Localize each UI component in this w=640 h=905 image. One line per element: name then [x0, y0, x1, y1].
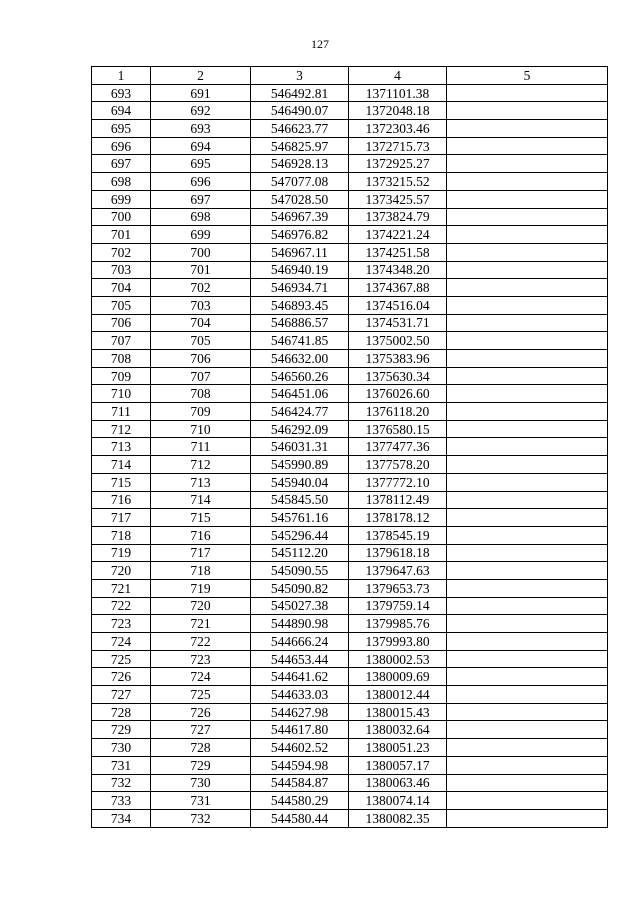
table-row — [92, 190, 608, 208]
note-cell — [447, 261, 608, 279]
x-coordinate-cell: 545296.44 — [251, 526, 349, 544]
table-row — [92, 332, 608, 350]
y-coordinate-cell: 1380057.17 — [349, 756, 447, 774]
x-coordinate-cell: 546967.11 — [251, 243, 349, 261]
y-coordinate-cell: 1379647.63 — [349, 562, 447, 580]
x-coordinate-cell: 546623.77 — [251, 120, 349, 138]
x-coordinate-cell: 544617.80 — [251, 721, 349, 739]
table-row — [92, 261, 608, 279]
row-number-cell: 694 — [92, 102, 151, 120]
note-cell — [447, 296, 608, 314]
x-coordinate-cell: 544890.98 — [251, 615, 349, 633]
y-coordinate-cell: 1379985.76 — [349, 615, 447, 633]
x-coordinate-cell: 546031.31 — [251, 438, 349, 456]
x-coordinate-cell: 544580.44 — [251, 809, 349, 827]
row-number-cell: 701 — [92, 226, 151, 244]
point-number-cell: 729 — [151, 756, 251, 774]
note-cell — [447, 102, 608, 120]
x-coordinate-cell: 546741.85 — [251, 332, 349, 350]
table-row — [92, 403, 608, 421]
x-coordinate-cell: 546976.82 — [251, 226, 349, 244]
row-number-cell: 728 — [92, 703, 151, 721]
note-cell — [447, 332, 608, 350]
y-coordinate-cell: 1379993.80 — [349, 633, 447, 651]
column-header-4: 4 — [349, 67, 447, 85]
point-number-cell: 705 — [151, 332, 251, 350]
point-number-cell: 709 — [151, 403, 251, 421]
row-number-cell: 719 — [92, 544, 151, 562]
y-coordinate-cell: 1379618.18 — [349, 544, 447, 562]
note-cell — [447, 120, 608, 138]
point-number-cell: 694 — [151, 137, 251, 155]
point-number-cell: 727 — [151, 721, 251, 739]
point-number-cell: 717 — [151, 544, 251, 562]
point-number-cell: 710 — [151, 420, 251, 438]
x-coordinate-cell: 544580.29 — [251, 792, 349, 810]
y-coordinate-cell: 1380074.14 — [349, 792, 447, 810]
row-number-cell: 732 — [92, 774, 151, 792]
x-coordinate-cell: 545940.04 — [251, 473, 349, 491]
table-row — [92, 420, 608, 438]
table-row — [92, 350, 608, 368]
row-number-cell: 716 — [92, 491, 151, 509]
row-number-cell: 718 — [92, 526, 151, 544]
row-number-cell: 703 — [92, 261, 151, 279]
table-row — [92, 173, 608, 191]
x-coordinate-cell: 546490.07 — [251, 102, 349, 120]
x-coordinate-cell: 544602.52 — [251, 739, 349, 757]
note-cell — [447, 314, 608, 332]
table-row — [92, 615, 608, 633]
note-cell — [447, 509, 608, 527]
table-row — [92, 703, 608, 721]
point-number-cell: 703 — [151, 296, 251, 314]
row-number-cell: 729 — [92, 721, 151, 739]
note-cell — [447, 491, 608, 509]
point-number-cell: 719 — [151, 579, 251, 597]
y-coordinate-cell: 1374221.24 — [349, 226, 447, 244]
y-coordinate-cell: 1380051.23 — [349, 739, 447, 757]
x-coordinate-cell: 544641.62 — [251, 668, 349, 686]
table-row — [92, 243, 608, 261]
y-coordinate-cell: 1374251.58 — [349, 243, 447, 261]
point-number-cell: 696 — [151, 173, 251, 191]
y-coordinate-cell: 1380015.43 — [349, 703, 447, 721]
note-cell — [447, 668, 608, 686]
note-cell — [447, 544, 608, 562]
note-cell — [447, 385, 608, 403]
table-row — [92, 650, 608, 668]
note-cell — [447, 526, 608, 544]
point-number-cell: 724 — [151, 668, 251, 686]
point-number-cell: 707 — [151, 367, 251, 385]
table-row — [92, 739, 608, 757]
y-coordinate-cell: 1380012.44 — [349, 686, 447, 704]
note-cell — [447, 756, 608, 774]
x-coordinate-cell: 545027.38 — [251, 597, 349, 615]
x-coordinate-cell: 545090.55 — [251, 562, 349, 580]
page-number: 127 — [311, 37, 329, 51]
table-row — [92, 279, 608, 297]
x-coordinate-cell: 546928.13 — [251, 155, 349, 173]
note-cell — [447, 403, 608, 421]
note-cell — [447, 633, 608, 651]
x-coordinate-cell: 546934.71 — [251, 279, 349, 297]
y-coordinate-cell: 1374531.71 — [349, 314, 447, 332]
row-number-cell: 705 — [92, 296, 151, 314]
column-header-2: 2 — [151, 67, 251, 85]
x-coordinate-cell: 544653.44 — [251, 650, 349, 668]
table-body — [92, 84, 608, 827]
table-row — [92, 208, 608, 226]
note-cell — [447, 615, 608, 633]
point-number-cell: 731 — [151, 792, 251, 810]
x-coordinate-cell: 546492.81 — [251, 84, 349, 102]
point-number-cell: 715 — [151, 509, 251, 527]
table-row — [92, 509, 608, 527]
x-coordinate-cell: 547028.50 — [251, 190, 349, 208]
row-number-cell: 717 — [92, 509, 151, 527]
note-cell — [447, 650, 608, 668]
x-coordinate-cell: 546893.45 — [251, 296, 349, 314]
point-number-cell: 722 — [151, 633, 251, 651]
row-number-cell: 699 — [92, 190, 151, 208]
table-row — [92, 686, 608, 704]
y-coordinate-cell: 1372925.27 — [349, 155, 447, 173]
note-cell — [447, 809, 608, 827]
point-number-cell: 698 — [151, 208, 251, 226]
table-row — [92, 367, 608, 385]
x-coordinate-cell: 546940.19 — [251, 261, 349, 279]
point-number-cell: 692 — [151, 102, 251, 120]
note-cell — [447, 279, 608, 297]
table-row — [92, 579, 608, 597]
row-number-cell: 702 — [92, 243, 151, 261]
note-cell — [447, 137, 608, 155]
row-number-cell: 731 — [92, 756, 151, 774]
table-row — [92, 314, 608, 332]
table-row — [92, 226, 608, 244]
row-number-cell: 724 — [92, 633, 151, 651]
note-cell — [447, 367, 608, 385]
note-cell — [447, 597, 608, 615]
note-cell — [447, 473, 608, 491]
x-coordinate-cell: 546560.26 — [251, 367, 349, 385]
row-number-cell: 722 — [92, 597, 151, 615]
point-number-cell: 726 — [151, 703, 251, 721]
y-coordinate-cell: 1373824.79 — [349, 208, 447, 226]
x-coordinate-cell: 546967.39 — [251, 208, 349, 226]
x-coordinate-cell: 546451.06 — [251, 385, 349, 403]
row-number-cell: 696 — [92, 137, 151, 155]
y-coordinate-cell: 1376026.60 — [349, 385, 447, 403]
x-coordinate-cell: 546825.97 — [251, 137, 349, 155]
table-row — [92, 385, 608, 403]
y-coordinate-cell: 1373425.57 — [349, 190, 447, 208]
point-number-cell: 712 — [151, 456, 251, 474]
note-cell — [447, 350, 608, 368]
y-coordinate-cell: 1377578.20 — [349, 456, 447, 474]
y-coordinate-cell: 1380082.35 — [349, 809, 447, 827]
row-number-cell: 710 — [92, 385, 151, 403]
point-number-cell: 728 — [151, 739, 251, 757]
row-number-cell: 730 — [92, 739, 151, 757]
point-number-cell: 700 — [151, 243, 251, 261]
row-number-cell: 709 — [92, 367, 151, 385]
table-row — [92, 562, 608, 580]
row-number-cell: 700 — [92, 208, 151, 226]
row-number-cell: 711 — [92, 403, 151, 421]
table-row — [92, 756, 608, 774]
y-coordinate-cell: 1375630.34 — [349, 367, 447, 385]
y-coordinate-cell: 1380002.53 — [349, 650, 447, 668]
note-cell — [447, 579, 608, 597]
note-cell — [447, 703, 608, 721]
x-coordinate-cell: 545090.82 — [251, 579, 349, 597]
x-coordinate-cell: 545990.89 — [251, 456, 349, 474]
y-coordinate-cell: 1374367.88 — [349, 279, 447, 297]
y-coordinate-cell: 1380032.64 — [349, 721, 447, 739]
y-coordinate-cell: 1378545.19 — [349, 526, 447, 544]
row-number-cell: 727 — [92, 686, 151, 704]
table-row — [92, 774, 608, 792]
table-row — [92, 668, 608, 686]
table-row — [92, 633, 608, 651]
point-number-cell: 706 — [151, 350, 251, 368]
point-number-cell: 723 — [151, 650, 251, 668]
y-coordinate-cell: 1376580.15 — [349, 420, 447, 438]
x-coordinate-cell: 544633.03 — [251, 686, 349, 704]
table-row — [92, 84, 608, 102]
y-coordinate-cell: 1371101.38 — [349, 84, 447, 102]
note-cell — [447, 774, 608, 792]
point-number-cell: 732 — [151, 809, 251, 827]
row-number-cell: 715 — [92, 473, 151, 491]
point-number-cell: 691 — [151, 84, 251, 102]
point-number-cell: 716 — [151, 526, 251, 544]
row-number-cell: 726 — [92, 668, 151, 686]
note-cell — [447, 792, 608, 810]
table-row — [92, 120, 608, 138]
y-coordinate-cell: 1379653.73 — [349, 579, 447, 597]
y-coordinate-cell: 1375002.50 — [349, 332, 447, 350]
note-cell — [447, 243, 608, 261]
y-coordinate-cell: 1372303.46 — [349, 120, 447, 138]
x-coordinate-cell: 545845.50 — [251, 491, 349, 509]
column-header-1: 1 — [92, 67, 151, 85]
x-coordinate-cell: 544594.98 — [251, 756, 349, 774]
note-cell — [447, 173, 608, 191]
table-row — [92, 721, 608, 739]
y-coordinate-cell: 1379759.14 — [349, 597, 447, 615]
table-row — [92, 102, 608, 120]
note-cell — [447, 84, 608, 102]
y-coordinate-cell: 1374516.04 — [349, 296, 447, 314]
y-coordinate-cell: 1380063.46 — [349, 774, 447, 792]
row-number-cell: 734 — [92, 809, 151, 827]
row-number-cell: 714 — [92, 456, 151, 474]
table-row — [92, 296, 608, 314]
x-coordinate-cell: 546886.57 — [251, 314, 349, 332]
row-number-cell: 712 — [92, 420, 151, 438]
y-coordinate-cell: 1373215.52 — [349, 173, 447, 191]
table-header-row — [92, 67, 608, 85]
x-coordinate-cell: 544627.98 — [251, 703, 349, 721]
table-row — [92, 456, 608, 474]
table-row — [92, 597, 608, 615]
table-row — [92, 137, 608, 155]
x-coordinate-cell: 545112.20 — [251, 544, 349, 562]
row-number-cell: 725 — [92, 650, 151, 668]
row-number-cell: 695 — [92, 120, 151, 138]
note-cell — [447, 739, 608, 757]
point-number-cell: 711 — [151, 438, 251, 456]
point-number-cell: 695 — [151, 155, 251, 173]
row-number-cell: 706 — [92, 314, 151, 332]
point-number-cell: 730 — [151, 774, 251, 792]
point-number-cell: 699 — [151, 226, 251, 244]
table-row — [92, 473, 608, 491]
point-number-cell: 704 — [151, 314, 251, 332]
note-cell — [447, 190, 608, 208]
row-number-cell: 733 — [92, 792, 151, 810]
row-number-cell: 720 — [92, 562, 151, 580]
x-coordinate-cell: 546424.77 — [251, 403, 349, 421]
table-row — [92, 809, 608, 827]
column-header-5: 5 — [447, 67, 608, 85]
note-cell — [447, 686, 608, 704]
row-number-cell: 697 — [92, 155, 151, 173]
y-coordinate-cell: 1372048.18 — [349, 102, 447, 120]
y-coordinate-cell: 1374348.20 — [349, 261, 447, 279]
x-coordinate-cell: 544584.87 — [251, 774, 349, 792]
row-number-cell: 723 — [92, 615, 151, 633]
point-number-cell: 701 — [151, 261, 251, 279]
point-number-cell: 708 — [151, 385, 251, 403]
point-number-cell: 702 — [151, 279, 251, 297]
x-coordinate-cell: 545761.16 — [251, 509, 349, 527]
row-number-cell: 708 — [92, 350, 151, 368]
point-number-cell: 718 — [151, 562, 251, 580]
y-coordinate-cell: 1372715.73 — [349, 137, 447, 155]
table-row — [92, 438, 608, 456]
table-row — [92, 526, 608, 544]
y-coordinate-cell: 1378112.49 — [349, 491, 447, 509]
note-cell — [447, 155, 608, 173]
row-number-cell: 707 — [92, 332, 151, 350]
note-cell — [447, 420, 608, 438]
point-number-cell: 725 — [151, 686, 251, 704]
x-coordinate-cell: 546292.09 — [251, 420, 349, 438]
point-number-cell: 697 — [151, 190, 251, 208]
table-row — [92, 792, 608, 810]
note-cell — [447, 562, 608, 580]
row-number-cell: 713 — [92, 438, 151, 456]
point-number-cell: 714 — [151, 491, 251, 509]
x-coordinate-cell: 547077.08 — [251, 173, 349, 191]
table-row — [92, 544, 608, 562]
x-coordinate-cell: 544666.24 — [251, 633, 349, 651]
y-coordinate-cell: 1376118.20 — [349, 403, 447, 421]
y-coordinate-cell: 1378178.12 — [349, 509, 447, 527]
point-number-cell: 720 — [151, 597, 251, 615]
column-header-3: 3 — [251, 67, 349, 85]
table-row — [92, 155, 608, 173]
x-coordinate-cell: 546632.00 — [251, 350, 349, 368]
y-coordinate-cell: 1377772.10 — [349, 473, 447, 491]
y-coordinate-cell: 1377477.36 — [349, 438, 447, 456]
row-number-cell: 721 — [92, 579, 151, 597]
point-number-cell: 693 — [151, 120, 251, 138]
y-coordinate-cell: 1375383.96 — [349, 350, 447, 368]
coordinates-table — [91, 66, 608, 828]
row-number-cell: 693 — [92, 84, 151, 102]
note-cell — [447, 438, 608, 456]
point-number-cell: 721 — [151, 615, 251, 633]
point-number-cell: 713 — [151, 473, 251, 491]
row-number-cell: 698 — [92, 173, 151, 191]
row-number-cell: 704 — [92, 279, 151, 297]
note-cell — [447, 208, 608, 226]
table-row — [92, 491, 608, 509]
note-cell — [447, 456, 608, 474]
y-coordinate-cell: 1380009.69 — [349, 668, 447, 686]
note-cell — [447, 226, 608, 244]
note-cell — [447, 721, 608, 739]
